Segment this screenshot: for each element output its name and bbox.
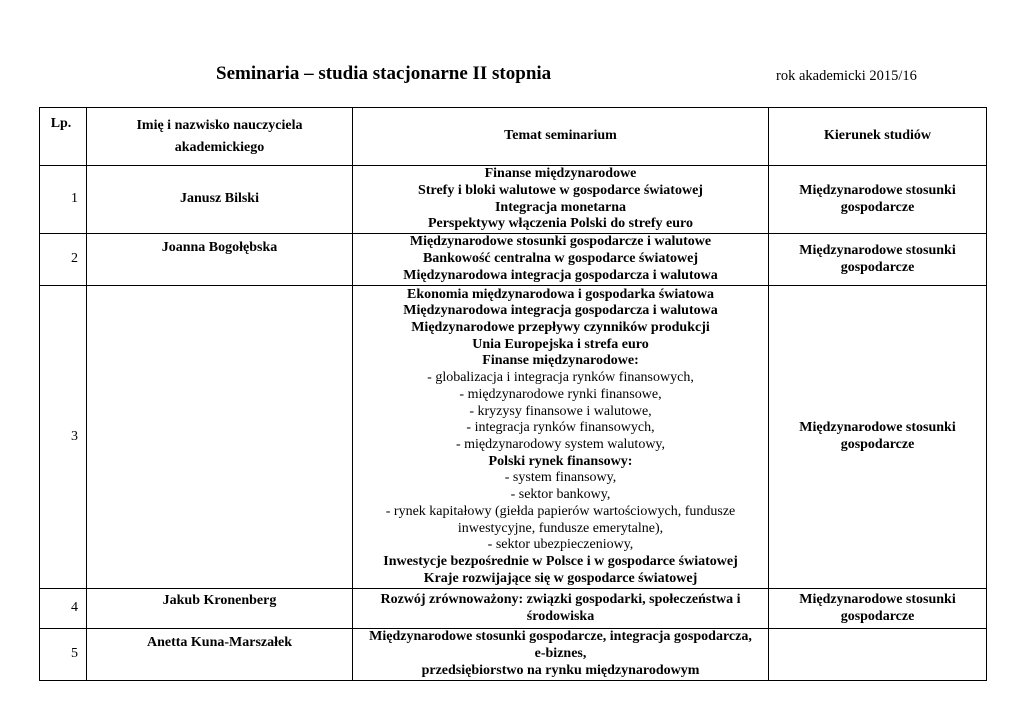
- topic-line: - międzynarodowe rynki finansowe,: [459, 386, 662, 402]
- topic-line: Rozwój zrównoważony: związki gospodarki, społeczeństwa i: [380, 591, 741, 607]
- header-lp: Lp.: [40, 108, 87, 166]
- topic-line: e-biznes,: [534, 646, 587, 662]
- seminar-topics: [353, 234, 769, 286]
- header-teacher-name: [87, 108, 353, 166]
- topic-line: Międzynarodowa integracja gospodarcza i walutowa: [403, 267, 718, 283]
- academic-year: rok akademicki 2015/16: [776, 68, 917, 84]
- table-row: [40, 166, 987, 234]
- topic-line: inwestycyjne, fundusze emerytalne),: [457, 520, 664, 536]
- table-row: [40, 629, 987, 681]
- topic-line: - integracja rynków finansowych,: [466, 420, 655, 436]
- row-number: 2: [40, 234, 87, 286]
- topic-line: Bankowość centralna w gospodarce światowej: [422, 251, 699, 267]
- teacher-name: Janusz Bilski: [87, 166, 353, 234]
- row-number: 1: [40, 166, 87, 234]
- table-row: [40, 589, 987, 629]
- topic-line: Strefy i bloki walutowe w gospodarce światowej: [418, 182, 703, 198]
- study-field: Międzynarodowe stosunki gospodarcze: [769, 286, 987, 589]
- topic-line: - system finansowy,: [504, 470, 617, 486]
- row-number: 3: [40, 286, 87, 589]
- seminar-table: [39, 107, 987, 681]
- study-field: Międzynarodowe stosunki gospodarcze: [769, 589, 987, 629]
- topic-line: Ekonomia międzynarodowa i gospodarka światowa: [406, 286, 714, 302]
- table-row: [40, 234, 987, 286]
- page-title: Seminaria – studia stacjonarne II stopnia: [216, 63, 552, 84]
- row-number: 4: [40, 589, 87, 629]
- topic-line: środowiska: [526, 608, 595, 624]
- teacher-name: Joanna Bogołębska: [87, 234, 353, 286]
- topic-line: Międzynarodowe stosunki gospodarcze i walutowe: [409, 234, 712, 250]
- topic-line: Finanse międzynarodowe:: [482, 353, 639, 369]
- topic-line: - sektor ubezpieczeniowy,: [487, 537, 634, 553]
- header-topic: Temat seminarium: [353, 108, 769, 166]
- seminar-topics: [353, 166, 769, 234]
- study-field: Międzynarodowe stosunki gospodarcze: [769, 234, 987, 286]
- topic-line: Międzynarodowe przepływy czynników produkcji: [411, 320, 710, 336]
- teacher-name: Anetta Kuna-Marszałek: [87, 629, 353, 681]
- study-field: Międzynarodowe stosunki gospodarcze: [769, 166, 987, 234]
- teacher-name: Jakub Kronenberg: [87, 589, 353, 629]
- seminar-topics: [353, 589, 769, 629]
- topic-line: Perspektywy włączenia Polski do strefy euro: [427, 216, 694, 232]
- topic-line: Polski rynek finansowy:: [488, 453, 633, 469]
- topic-line: Unia Europejska i strefa euro: [472, 336, 649, 352]
- topic-line: - globalizacja i integracja rynków finansowych,: [427, 370, 694, 386]
- topic-line: Finanse międzynarodowe: [484, 166, 637, 182]
- table-row: [40, 286, 987, 589]
- header-teacher-name-line1: Imię i nazwisko nauczyciela: [136, 117, 303, 133]
- topic-line: - rynek kapitałowy (giełda papierów wartościowych, fundusze: [385, 503, 736, 519]
- topic-line: - sektor bankowy,: [510, 487, 611, 503]
- seminar-topics: [353, 629, 769, 681]
- topic-line: Inwestycje bezpośrednie w Polsce i w gospodarce światowej: [383, 553, 738, 569]
- topic-line: Międzynarodowe stosunki gospodarcze, integracja gospodarcza,: [369, 629, 752, 645]
- seminar-topics: [353, 286, 769, 589]
- topic-line: Międzynarodowa integracja gospodarcza i walutowa: [403, 303, 718, 319]
- teacher-name: [87, 286, 353, 589]
- header-field: Kierunek studiów: [769, 108, 987, 166]
- topic-line: przedsiębiorstwo na rynku międzynarodowym: [421, 662, 700, 678]
- topic-line: Integracja monetarna: [494, 199, 627, 215]
- row-number: 5: [40, 629, 87, 681]
- topic-line: - międzynarodowy system walutowy,: [455, 437, 666, 452]
- header-teacher-name-line2: akademickiego: [174, 139, 265, 155]
- study-field: [769, 629, 987, 681]
- topic-line: - kryzysy finansowe i walutowe,: [469, 403, 652, 419]
- table-header-row: [40, 108, 987, 166]
- topic-line: Kraje rozwijające się w gospodarce światowej: [423, 570, 698, 586]
